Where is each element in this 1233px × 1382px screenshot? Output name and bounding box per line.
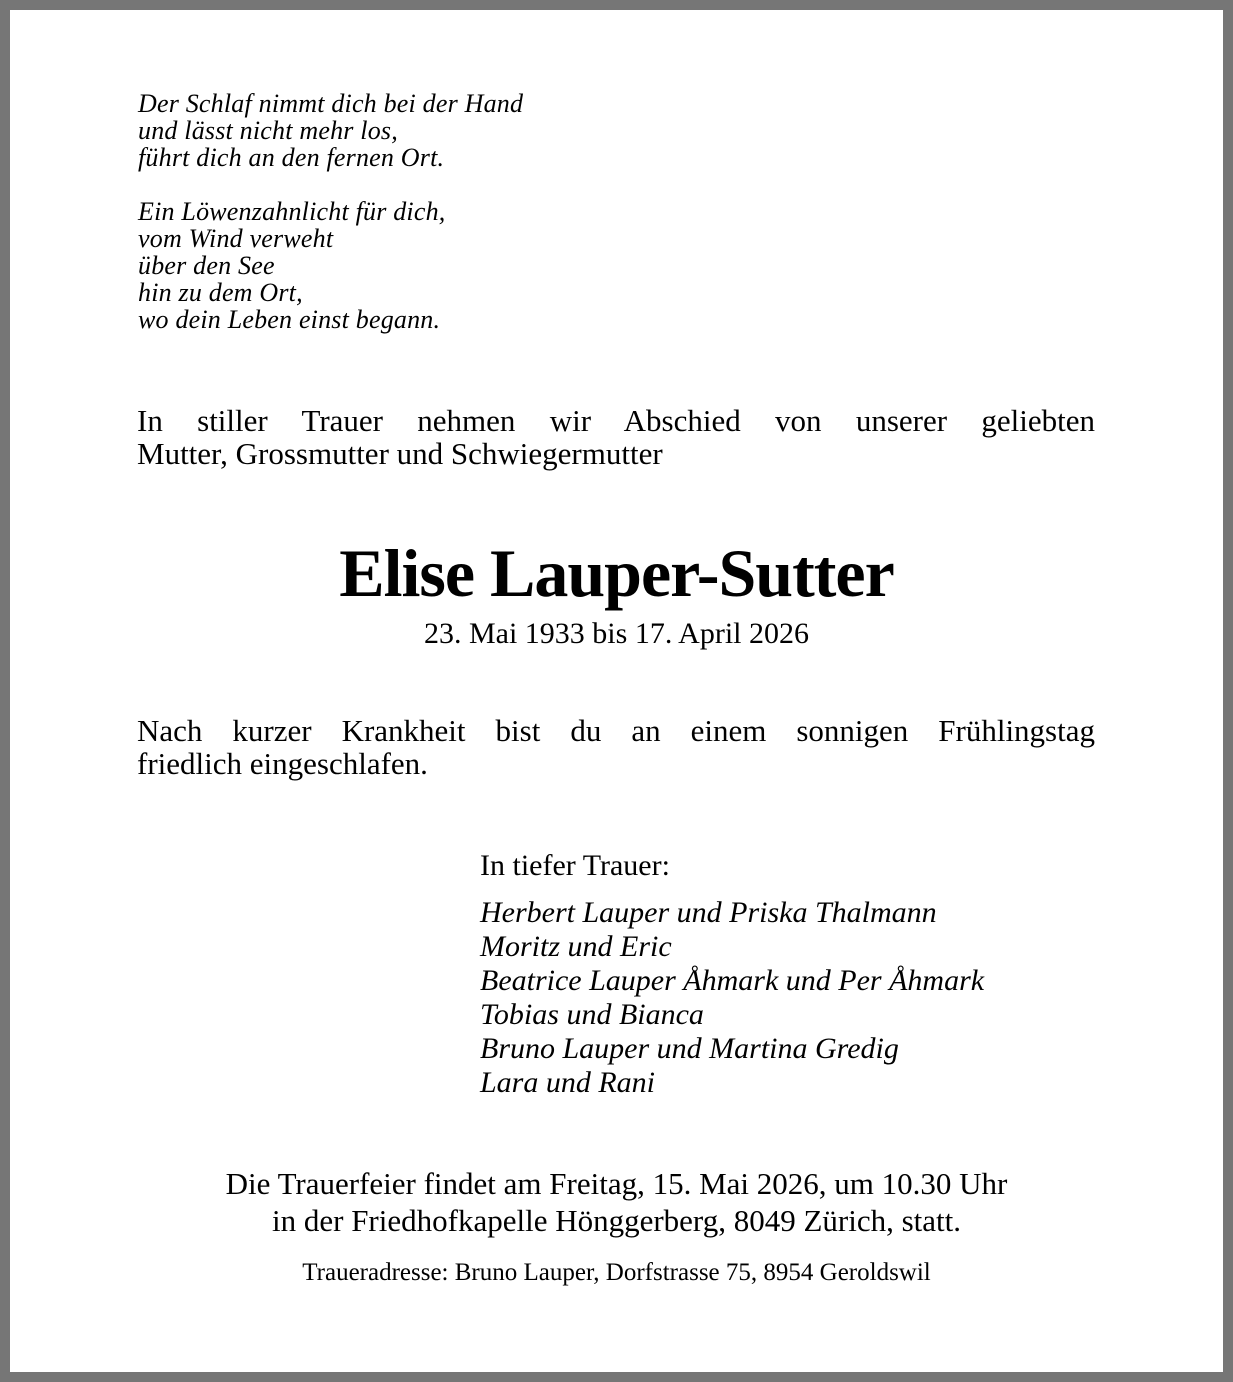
mourners-heading: In tiefer Trauer: (480, 849, 670, 882)
mourner-line: Bruno Lauper und Martina Gredig (480, 1032, 899, 1065)
poem-stanza (138, 90, 523, 171)
intro-line: Mutter, Grossmutter und Schwiegermutter (137, 436, 663, 471)
memorial-poem (138, 90, 523, 333)
death-note-line: friedlich eingeschlafen. (137, 746, 428, 781)
death-note-line: Nach kurzer Krankheit bist du an einem sonnigen Frühlingstag (137, 713, 1095, 748)
mourner-line: Tobias und Bianca (480, 998, 704, 1031)
poem-line: wo dein Leben einst begann. (138, 305, 441, 334)
mourner-line: Beatrice Lauper Åhmark und Per Åhmark (480, 964, 985, 997)
poem-line: und lässt nicht mehr los, (138, 116, 398, 145)
poem-line: hin zu dem Ort, (138, 278, 303, 307)
poem-stanza (138, 198, 523, 333)
mourning-address: Traueradresse: Bruno Lauper, Dorfstrasse 75, 8954 Geroldswil (302, 1259, 931, 1286)
mourners-list (480, 896, 984, 1100)
funeral-line: in der Friedhofkapelle Hönggerberg, 8049 Zürich, statt. (272, 1203, 961, 1238)
mourner-line: Moritz und Eric (480, 930, 672, 963)
death-notice-sheet (10, 10, 1223, 1372)
funeral-info (10, 1165, 1223, 1239)
life-dates: 23. Mai 1933 bis 17. April 2026 (423, 617, 809, 650)
intro-text (137, 404, 1095, 470)
poem-line: vom Wind verweht (138, 224, 334, 253)
mourner-line: Lara und Rani (480, 1066, 656, 1099)
deceased-name: Elise Lauper-Sutter (339, 535, 894, 611)
poem-line: Der Schlaf nimmt dich bei der Hand (138, 89, 524, 118)
poem-line: über den See (138, 251, 275, 280)
poem-line: führt dich an den fernen Ort. (138, 143, 445, 172)
death-note (137, 714, 1095, 780)
mourner-line: Herbert Lauper und Priska Thalmann (480, 896, 937, 929)
intro-line: In stiller Trauer nehmen wir Abschied von unserer geliebten (137, 403, 1095, 438)
funeral-line: Die Trauerfeier findet am Freitag, 15. Mai 2026, um 10.30 Uhr (225, 1166, 1008, 1201)
poem-line: Ein Löwenzahnlicht für dich, (138, 197, 446, 226)
